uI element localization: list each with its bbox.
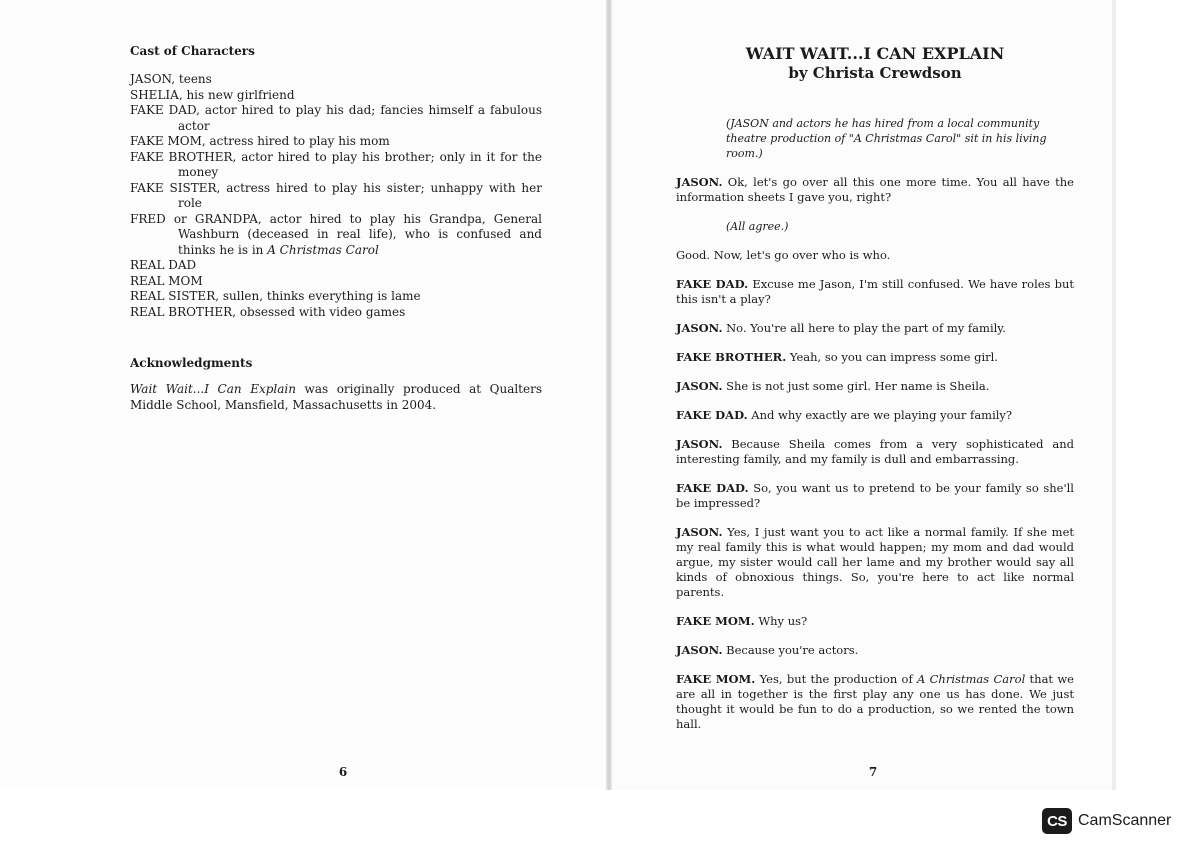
page-number-left: 6 — [338, 765, 348, 779]
dialogue-line — [676, 614, 1074, 629]
dialogue-text: She is not just some girl. Her name is Sheila. — [722, 379, 990, 393]
cast-item: REAL DAD — [130, 258, 197, 272]
dialogue-text: Yes, but the production of — [755, 672, 918, 686]
speaker-name: JASON. — [676, 175, 723, 189]
dialogue-line — [676, 672, 1074, 732]
speaker-name: JASON. — [676, 379, 723, 393]
page-number-right: 7 — [868, 765, 878, 779]
dialogue-text: Because Sheila comes from a very sophisticated and interesting family, and my family is dull and embarrassing. — [676, 437, 1074, 466]
stage-direction: (JASON and actors he has hired from a local community theatre production of "A Christmas Carol" sit in his living room.) — [726, 117, 1047, 160]
cast-item-italic: A Christmas Carol — [267, 242, 379, 257]
dialogue-text: Why us? — [754, 614, 808, 628]
speaker-name: JASON. — [676, 643, 723, 657]
dialogue-line — [676, 379, 1074, 394]
cast-item: FAKE MOM, actress hired to play his mom — [130, 134, 390, 148]
speaker-name: FAKE MOM. — [676, 672, 756, 686]
dialogue-line — [676, 248, 1074, 263]
dialogue-text: Yes, I just want you to act like a normal family. If she met my real family this is what would happen; my mom and dad would argue, my sister would call her lame and my brother would say all kinds of obnoxious things. So, you're here to act like normal parents. — [676, 525, 1074, 599]
dialogue-line — [676, 277, 1074, 307]
ack-play-title: Wait Wait...I Can Explain — [130, 382, 296, 396]
cast-item: REAL SISTER, sullen, thinks everything is lame — [130, 289, 421, 303]
acknowledgments-text — [130, 382, 542, 413]
dialogue-line — [676, 643, 1074, 658]
dialogue-text: So, you want us to pretend to be your family so she'll be impressed? — [676, 481, 1074, 510]
dialogue-line — [676, 350, 1074, 365]
play-byline: by Christa Crewdson — [788, 64, 962, 82]
camscanner-logo-icon: CS — [1042, 808, 1072, 834]
dialogue-text: Ok, let's go over all this one more time. You all have the information sheets I gave you, right? — [676, 175, 1074, 204]
dialogue-text: No. You're all here to play the part of my family. — [722, 321, 1006, 335]
camscanner-watermark — [1042, 806, 1171, 836]
camscanner-text: CamScanner — [1078, 812, 1172, 829]
cast-item-text: FRED or GRANDPA, actor hired to play his Grandpa, General Washburn (deceased in real life), who is confused and thinks he is in — [130, 211, 542, 257]
speaker-name: FAKE BROTHER. — [676, 350, 787, 364]
cast-item: SHELIA, his new girlfriend — [130, 87, 295, 102]
ack-body: was originally produced at Qualters Middle School, Mansfield, Massachusetts in 2004. — [130, 382, 542, 412]
cast-title: Cast of Characters — [130, 44, 255, 58]
dialogue-italic: A Christmas Carol — [917, 672, 1026, 686]
dialogue-text: Excuse me Jason, I'm still confused. We have roles but this isn't a play? — [676, 277, 1075, 306]
speaker-name: FAKE DAD. — [676, 277, 749, 291]
dialogue-text: Because you're actors. — [722, 643, 859, 657]
dialogue-text: And why exactly are we playing your family? — [747, 408, 1013, 422]
cast-item: REAL BROTHER, obsessed with video games — [130, 304, 406, 319]
dialogue-line — [676, 481, 1074, 511]
left-page-content — [130, 44, 542, 425]
cast-item-grandpa — [130, 212, 542, 259]
play-title: WAIT WAIT...I CAN EXPLAIN — [745, 44, 1005, 63]
dialogue-line — [676, 321, 1074, 336]
dialogue-line — [676, 525, 1074, 600]
cast-item: FAKE DAD, actor hired to play his dad; fancies himself a fabulous actor — [130, 103, 542, 133]
dialogue-text: Yeah, so you can impress some girl. — [786, 350, 998, 364]
right-page-content — [676, 44, 1074, 746]
speaker-name: JASON. — [676, 525, 723, 539]
cast-item: FAKE BROTHER, actor hired to play his brother; only in it for the money — [130, 149, 542, 179]
dialogue-text: that we are all in together is the first play any one us has done. We just thought it would be fun to do a production, so we rented the town hall. — [676, 672, 1074, 731]
speaker-name: JASON. — [676, 437, 723, 451]
cast-item: REAL MOM — [130, 273, 203, 288]
acknowledgments-title: Acknowledgments — [130, 356, 253, 370]
dialogue-line — [676, 408, 1074, 423]
speaker-name: FAKE DAD. — [676, 408, 748, 422]
cast-item: JASON, teens — [130, 72, 212, 86]
stage-direction: (All agree.) — [726, 220, 789, 233]
dialogue-line — [676, 175, 1074, 205]
dialogue-text: Good. Now, let's go over who is who. — [676, 248, 891, 262]
speaker-name: JASON. — [676, 321, 723, 335]
dialogue-line — [676, 437, 1074, 467]
cast-list — [130, 72, 542, 320]
speaker-name: FAKE DAD. — [676, 481, 749, 495]
page-edge — [1112, 0, 1116, 790]
cast-item: FAKE SISTER, actress hired to play his sister; unhappy with her role — [130, 180, 542, 210]
speaker-name: FAKE MOM. — [676, 614, 755, 628]
